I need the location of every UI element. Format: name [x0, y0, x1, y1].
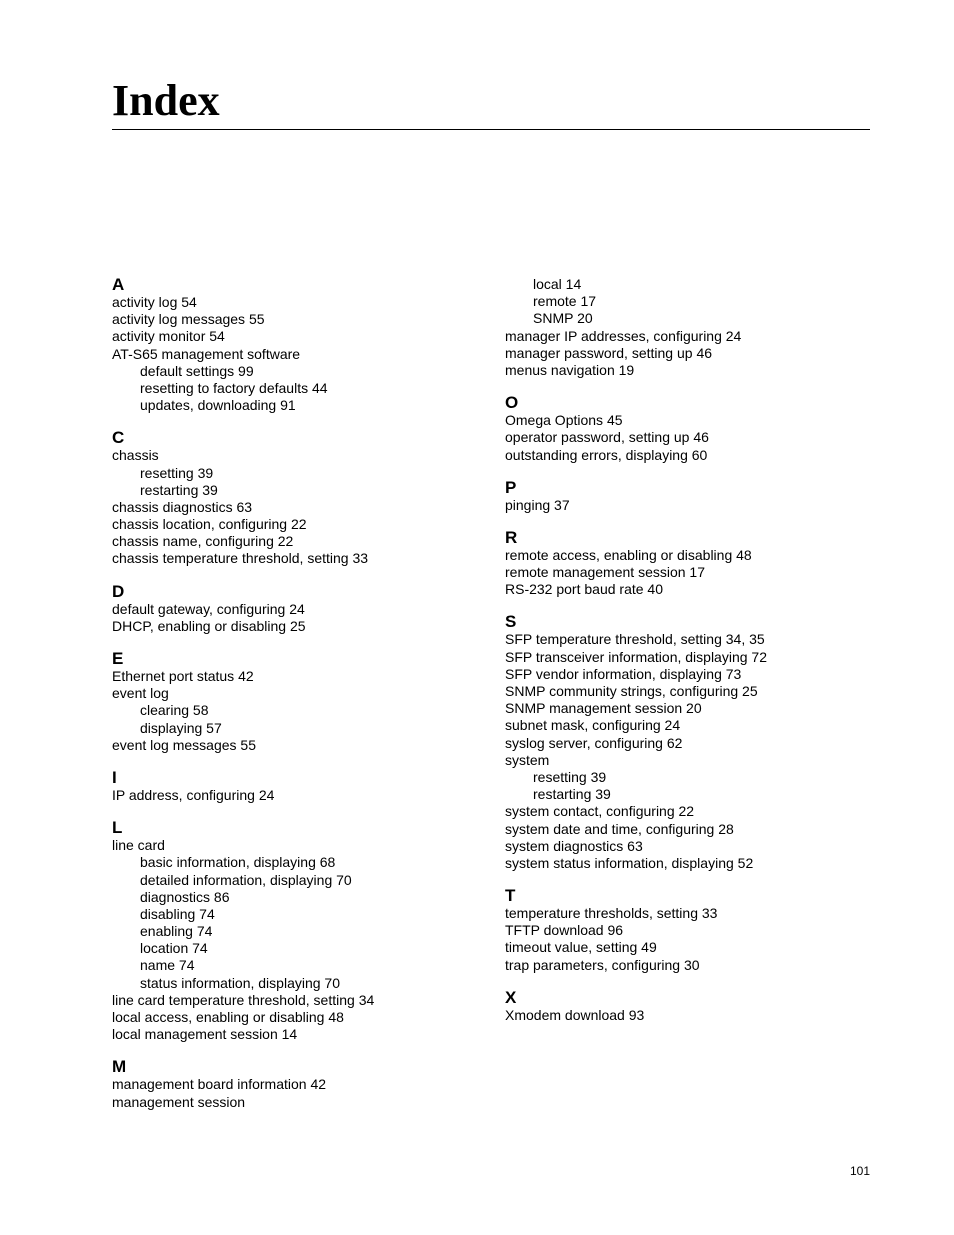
index-entry: management session — [112, 1093, 246, 1110]
index-section — [505, 613, 885, 872]
index-subentry: restarting 39 — [533, 786, 611, 803]
section-letter: X — [505, 987, 517, 1007]
index-entry: management board information 42 — [112, 1076, 327, 1093]
index-entry: system contact, configuring 22 — [505, 803, 695, 820]
index-section — [505, 394, 885, 464]
index-entry: line card — [112, 837, 165, 854]
index-subentry: basic information, displaying 68 — [140, 854, 336, 871]
index-entry: system date and time, configuring 28 — [505, 820, 734, 837]
index-section — [505, 276, 885, 379]
section-letter: D — [112, 581, 125, 601]
index-entry: SNMP community strings, configuring 25 — [505, 683, 758, 699]
index-entry: timeout value, setting 49 — [505, 939, 657, 956]
index-subentry: local 14 — [533, 276, 582, 292]
index-entry: activity log messages 55 — [112, 311, 265, 328]
section-letter: M — [112, 1057, 127, 1077]
index-section — [112, 276, 492, 414]
section-letter: S — [505, 612, 517, 632]
index-entry: Xmodem download 93 — [505, 1006, 645, 1023]
index-section — [505, 529, 885, 599]
index-entry: local access, enabling or disabling 48 — [112, 1009, 344, 1025]
index-entry: menus navigation 19 — [505, 361, 635, 378]
section-letter: C — [112, 428, 125, 448]
index-entry: pinging 37 — [505, 496, 570, 513]
index-entry: default gateway, configuring 24 — [112, 600, 305, 617]
index-subentry: displaying 57 — [140, 719, 222, 736]
section-letter: R — [505, 527, 518, 547]
index-section — [112, 1058, 492, 1110]
index-section — [112, 583, 492, 635]
index-subentry: enabling 74 — [140, 923, 213, 940]
section-letter: L — [112, 818, 123, 838]
index-entry: system diagnostics 63 — [505, 837, 643, 854]
index-section — [112, 650, 492, 754]
index-subentry: diagnostics 86 — [140, 888, 230, 905]
title-rule — [112, 129, 870, 130]
index-section — [112, 769, 492, 804]
index-entry: trap parameters, configuring 30 — [505, 956, 700, 973]
section-letter: A — [112, 275, 125, 294]
index-subentry: remote 17 — [533, 293, 597, 310]
index-entry: SFP temperature threshold, setting 34, 35 — [505, 631, 765, 648]
index-entry: activity log 54 — [112, 294, 197, 310]
index-subentry: SNMP 20 — [533, 310, 593, 327]
index-subentry: clearing 58 — [140, 702, 209, 719]
index-entry: RS-232 port baud rate 40 — [505, 581, 663, 598]
section-letter: T — [505, 886, 516, 906]
index-entry: event log — [112, 685, 169, 702]
index-entry: SNMP management session 20 — [505, 700, 702, 717]
index-subentry: restarting 39 — [140, 481, 218, 498]
index-subentry: resetting to factory defaults 44 — [140, 379, 328, 396]
index-entry: chassis diagnostics 63 — [112, 498, 253, 515]
index-entry: TFTP download 96 — [505, 922, 624, 939]
index-subentry: resetting 39 — [140, 464, 214, 481]
index-entry: operator password, setting up 46 — [505, 429, 709, 446]
page-number: 101 — [850, 1164, 871, 1178]
index-subentry: disabling 74 — [140, 905, 215, 922]
index-entry: system status information, displaying 52 — [505, 854, 754, 871]
index-entry: Ethernet port status 42 — [112, 668, 254, 684]
index-subentry: location 74 — [140, 940, 208, 957]
section-letter: E — [112, 649, 124, 668]
index-subentry: status information, displaying 70 — [140, 974, 340, 991]
index-entry: chassis temperature threshold, setting 33 — [112, 550, 369, 567]
index-subentry: updates, downloading 91 — [140, 397, 296, 414]
index-entry: line card temperature threshold, setting 34 — [112, 991, 375, 1008]
index-section — [505, 887, 885, 974]
index-entry: manager password, setting up 46 — [505, 344, 713, 361]
index-subentry: resetting 39 — [533, 768, 607, 785]
index-entry: temperature thresholds, setting 33 — [505, 905, 718, 922]
index-entry: chassis — [112, 447, 159, 464]
index-entry: event log messages 55 — [112, 736, 256, 753]
index-entry: IP address, configuring 24 — [112, 786, 275, 803]
index-entry: SFP vendor information, displaying 73 — [505, 665, 742, 682]
index-entry: local management session 14 — [112, 1026, 298, 1043]
index-entry: system — [505, 751, 550, 768]
index-section — [112, 429, 492, 567]
index-entry: remote access, enabling or disabling 48 — [505, 546, 752, 563]
page-title: Index — [112, 76, 220, 125]
section-letter: I — [112, 767, 117, 787]
index-entry: chassis location, configuring 22 — [112, 516, 307, 533]
index-entry: subnet mask, configuring 24 — [505, 717, 681, 734]
index-subentry: default settings 99 — [140, 362, 254, 379]
index-subentry: name 74 — [140, 957, 195, 974]
index-entry: chassis name, configuring 22 — [112, 533, 294, 550]
index-section — [505, 479, 885, 514]
index-entry: DHCP, enabling or disabling 25 — [112, 617, 306, 634]
index-entry: activity monitor 54 — [112, 328, 225, 345]
section-letter: O — [505, 393, 519, 413]
index-entry: syslog server, configuring 62 — [505, 734, 683, 751]
section-letter: P — [505, 477, 517, 497]
index-entry: SFP transceiver information, displaying 72 — [505, 648, 767, 665]
index-entry: Omega Options 45 — [505, 412, 623, 429]
index-section — [505, 989, 885, 1024]
index-section — [112, 819, 492, 1043]
index-entry: manager IP addresses, configuring 24 — [505, 327, 742, 344]
index-column-right — [505, 276, 885, 1024]
index-subentry: detailed information, displaying 70 — [140, 871, 352, 888]
index-entry: AT-S65 management software — [112, 345, 301, 362]
index-entry: outstanding errors, displaying 60 — [505, 446, 708, 463]
index-column-left — [112, 276, 492, 1111]
index-entry: remote management session 17 — [505, 564, 705, 581]
